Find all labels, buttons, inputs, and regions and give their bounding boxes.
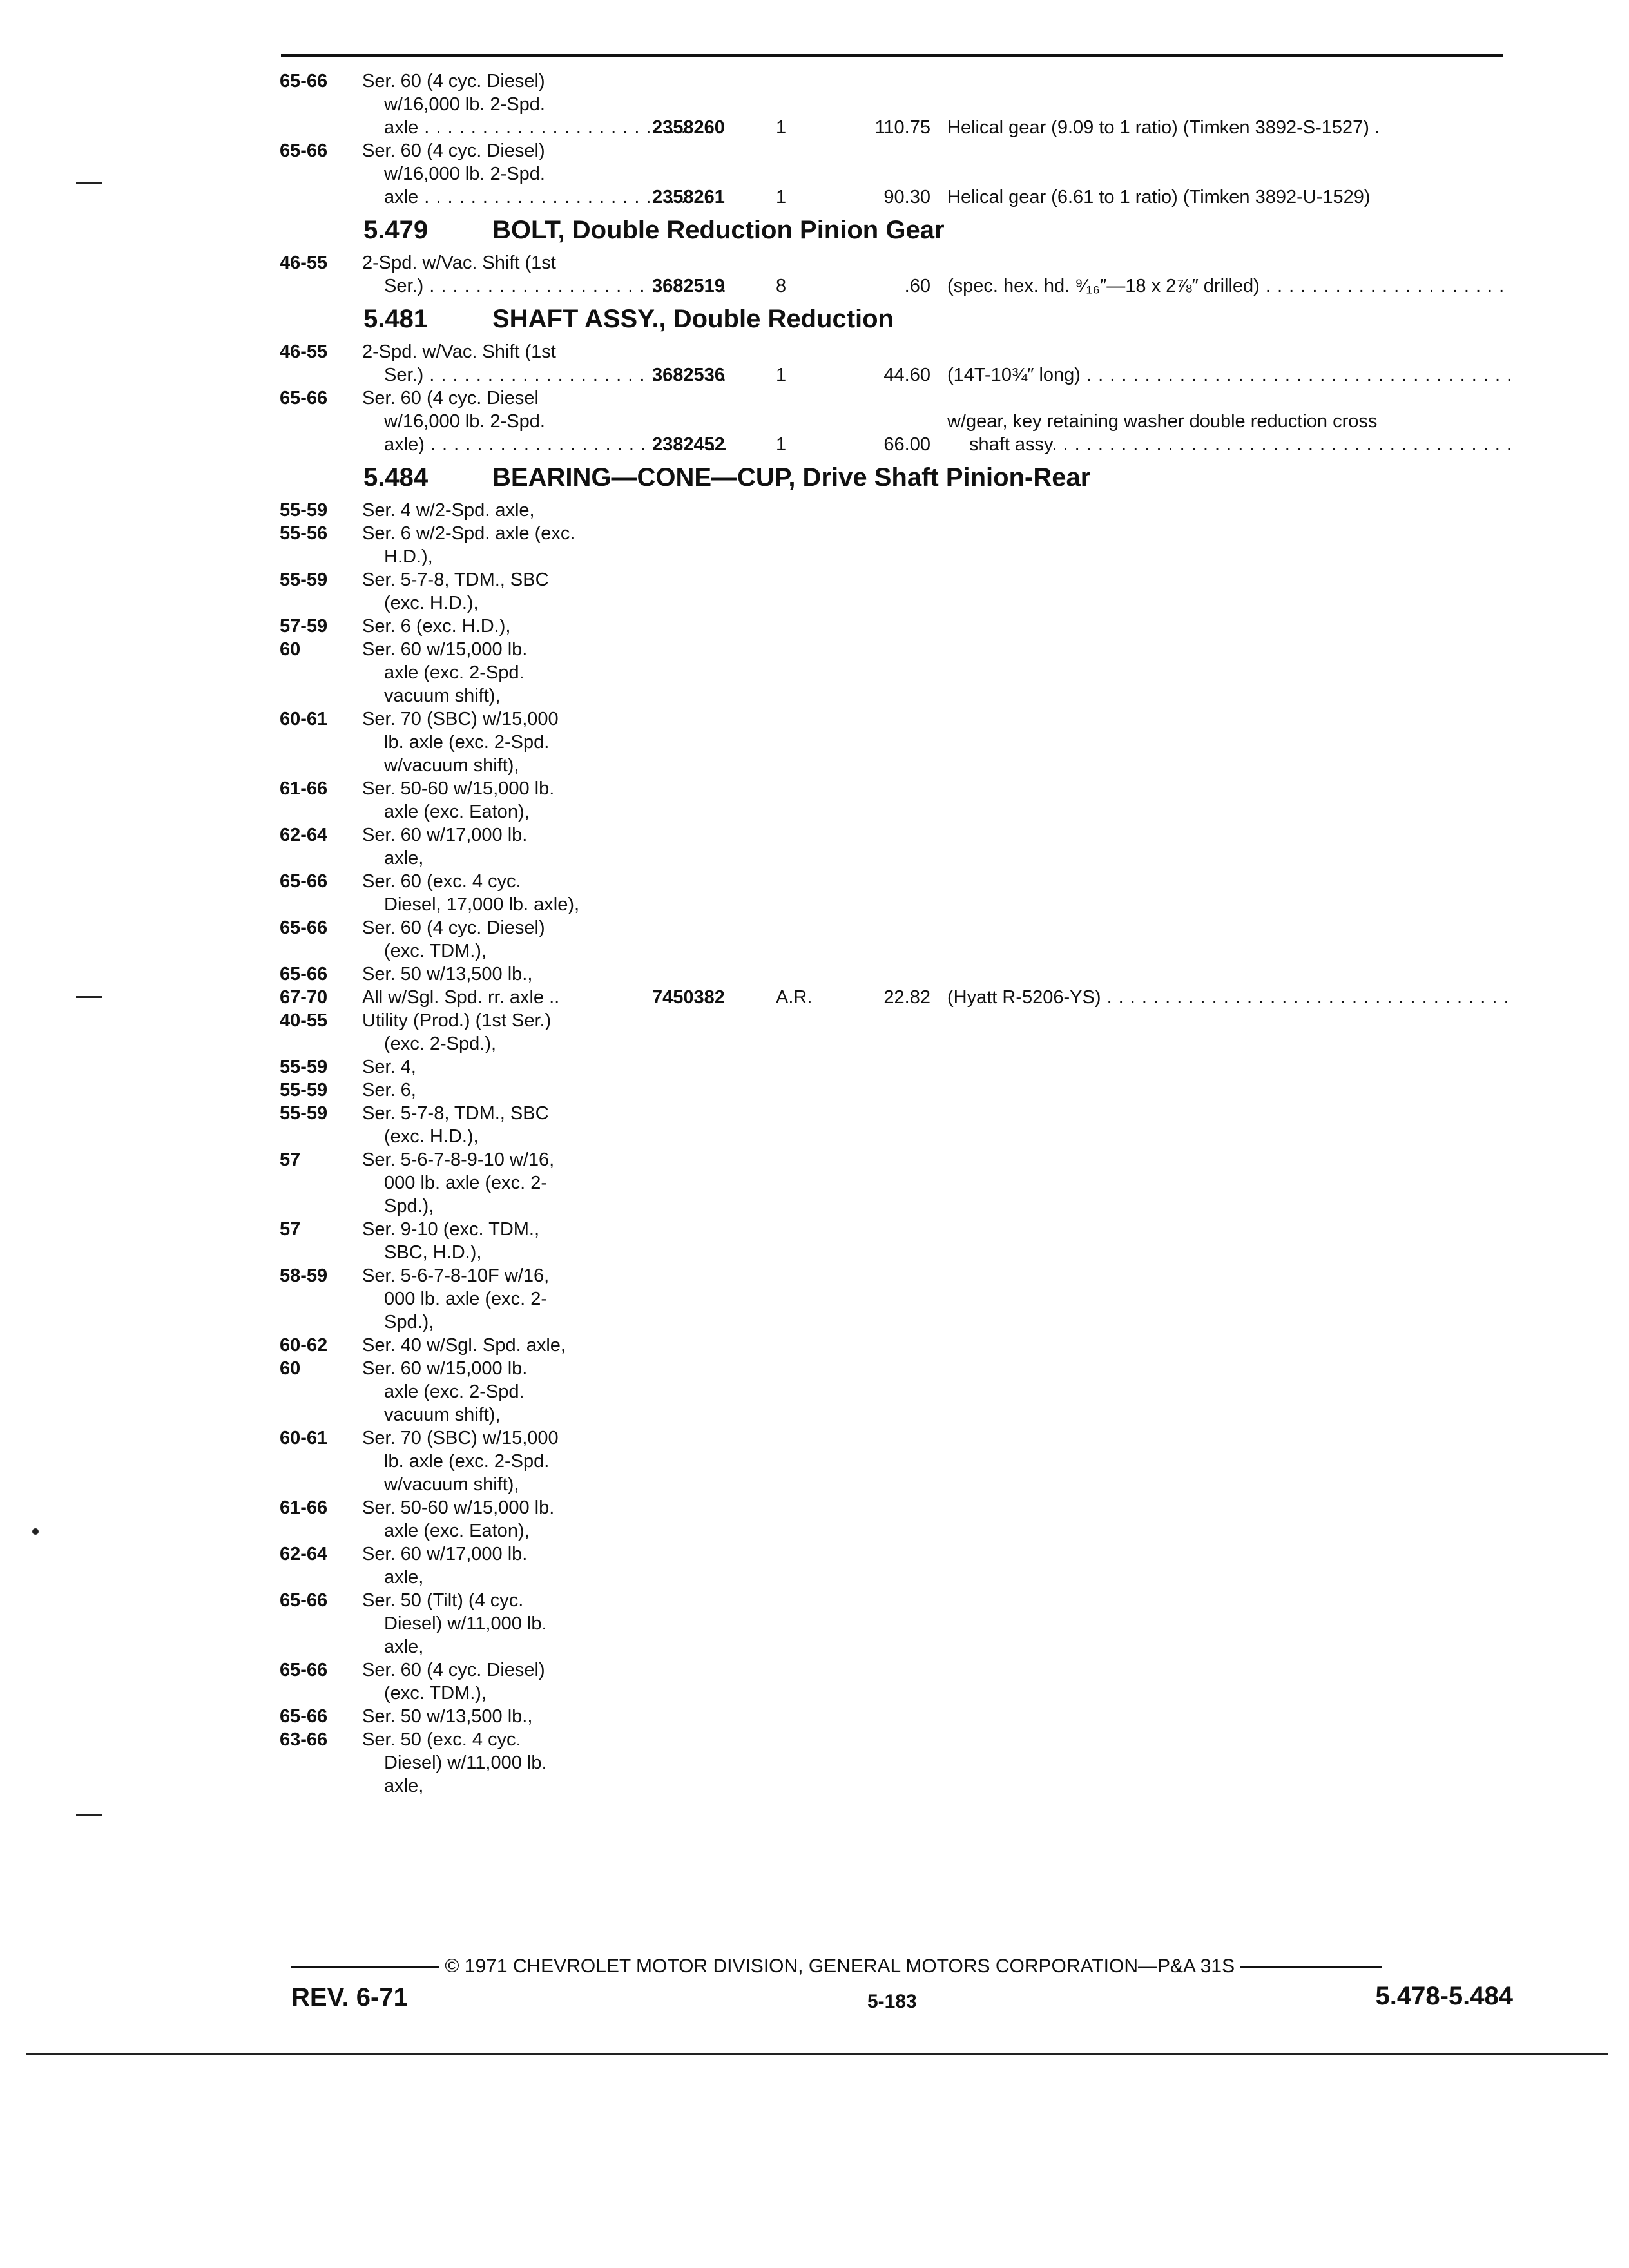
description-line: (exc. TDM.), xyxy=(384,941,487,961)
part-number: 7450382 xyxy=(652,987,725,1008)
description-line: (exc. 2-Spd.), xyxy=(384,1033,497,1054)
parts-entry xyxy=(280,986,1510,1009)
quantity: 1 xyxy=(776,117,787,138)
application-description xyxy=(362,823,729,870)
part-remarks xyxy=(947,274,1510,298)
application-description xyxy=(362,963,729,986)
description-line: 000 lb. axle (exc. 2- xyxy=(384,1289,548,1309)
model-years: 55-59 xyxy=(280,570,328,590)
description-line: Ser. 60 (4 cyc. Diesel) xyxy=(362,140,545,161)
model-years: 65-66 xyxy=(280,1590,328,1611)
description-line: Ser. 5-6-7-8-9-10 w/16, xyxy=(362,1149,555,1170)
description-line: vacuum shift), xyxy=(384,686,501,706)
model-years: 40-55 xyxy=(280,1010,328,1031)
parts-entry xyxy=(280,1102,1510,1148)
footer-copyright: © 1971 CHEVROLET MOTOR DIVISION, GENERAL MOTORS CORPORATION—P&A 31S xyxy=(445,1956,1235,1977)
parts-entry xyxy=(280,823,1510,870)
model-years: 62-64 xyxy=(280,825,328,845)
model-years: 46-55 xyxy=(280,341,328,362)
application-description xyxy=(362,638,729,707)
description-line: axle (exc. Eaton), xyxy=(384,1521,530,1541)
bottom-rule xyxy=(26,2053,1608,2055)
description-line: H.D.), xyxy=(384,546,433,567)
parts-entry xyxy=(280,387,1510,456)
description-line: 000 lb. axle (exc. 2- xyxy=(384,1173,548,1193)
application-description xyxy=(362,1102,729,1148)
model-years: 60 xyxy=(280,639,301,660)
remark-line: shaft assy. . . . xyxy=(947,433,1510,456)
parts-entry xyxy=(280,1589,1510,1658)
section-title: BEARING—CONE—CUP, Drive Shaft Pinion-Rear xyxy=(492,463,1091,492)
description-line: axle . . . xyxy=(362,186,729,209)
parts-entry xyxy=(280,916,1510,963)
model-years: 65-66 xyxy=(280,1706,328,1727)
application-description xyxy=(362,1728,729,1798)
application-description xyxy=(362,1496,729,1542)
description-line: axle (exc. 2-Spd. xyxy=(384,1381,525,1402)
parts-entry xyxy=(280,1496,1510,1542)
model-years: 65-66 xyxy=(280,1660,328,1680)
description-line: w/16,000 lb. 2-Spd. xyxy=(384,94,545,115)
description-line: All w/Sgl. Spd. rr. axle .. xyxy=(362,987,560,1008)
model-years: 65-66 xyxy=(280,388,328,408)
model-years: 46-55 xyxy=(280,253,328,273)
description-line: axle, xyxy=(384,1637,424,1657)
price: .60 xyxy=(904,276,930,296)
part-number: 3682536 xyxy=(652,365,725,385)
application-description xyxy=(362,777,729,823)
footer-section-range: 5.478-5.484 xyxy=(1375,1982,1513,2010)
description-line: Ser. 6, xyxy=(362,1080,416,1100)
description-line: w/vacuum shift), xyxy=(384,755,519,776)
part-number: 2358260 xyxy=(652,117,725,138)
parts-entry xyxy=(280,1427,1510,1496)
description-line: Diesel) w/11,000 lb. xyxy=(384,1753,547,1773)
application-description xyxy=(362,615,729,638)
description-line: Ser. 50 w/13,500 lb., xyxy=(362,964,533,985)
model-years: 55-59 xyxy=(280,1103,328,1124)
model-years: 61-66 xyxy=(280,778,328,799)
description-line: Ser. 60 (4 cyc. Diesel xyxy=(362,388,539,408)
description-line: Ser. 60 (4 cyc. Diesel) xyxy=(362,918,545,938)
parts-entry xyxy=(280,522,1510,568)
description-line: Ser. 60 (4 cyc. Diesel) xyxy=(362,1660,545,1680)
model-years: 67-70 xyxy=(280,987,328,1008)
parts-entry xyxy=(280,1334,1510,1357)
description-line: axle (exc. Eaton), xyxy=(384,802,530,822)
parts-entry xyxy=(280,340,1510,387)
application-description xyxy=(362,1658,729,1705)
model-years: 65-66 xyxy=(280,71,328,91)
section-number: 5.481 xyxy=(363,305,429,333)
description-line: w/16,000 lb. 2-Spd. xyxy=(384,411,545,432)
parts-entry xyxy=(280,1705,1510,1728)
footer-page-number: 5-183 xyxy=(867,1991,917,2012)
description-line: Spd.), xyxy=(384,1312,434,1332)
quantity: A.R. xyxy=(776,987,813,1008)
description-line: Ser. 4, xyxy=(362,1057,416,1077)
remark-line: (Hyatt R-5206-YS) . . . xyxy=(947,986,1510,1009)
model-years: 65-66 xyxy=(280,871,328,892)
description-line: (exc. TDM.), xyxy=(384,1683,487,1704)
description-line: Ser. 60 w/17,000 lb. xyxy=(362,1544,528,1564)
model-years: 57 xyxy=(280,1219,301,1240)
section-title: SHAFT ASSY., Double Reduction xyxy=(492,305,894,333)
parts-entry xyxy=(280,139,1510,209)
parts-entry xyxy=(280,1542,1510,1589)
parts-entry xyxy=(280,1009,1510,1055)
application-description xyxy=(362,499,729,522)
application-description xyxy=(362,1148,729,1218)
margin-dot xyxy=(32,1528,39,1535)
description-line: Ser. 6 w/2-Spd. axle (exc. xyxy=(362,523,575,544)
parts-entry xyxy=(280,870,1510,916)
part-number: 3682519 xyxy=(652,276,725,296)
remark-line: w/gear, key retaining washer double reduction cross xyxy=(947,411,1378,432)
description-line: Ser.) . . . xyxy=(362,363,729,387)
model-years: 62-64 xyxy=(280,1544,328,1564)
parts-entry xyxy=(280,1218,1510,1264)
description-line: Ser. 50-60 w/15,000 lb. xyxy=(362,1497,555,1518)
description-line: axle) . . . xyxy=(362,433,729,456)
quantity: 1 xyxy=(776,187,787,207)
part-remarks xyxy=(947,186,1510,209)
description-line: Ser. 70 (SBC) w/15,000 xyxy=(362,1428,559,1448)
parts-entry xyxy=(280,638,1510,707)
description-line: Ser. 50 w/13,500 lb., xyxy=(362,1706,533,1727)
parts-entry xyxy=(280,615,1510,638)
application-description xyxy=(362,1055,729,1079)
remark-line: Helical gear (9.09 to 1 ratio) (Timken 3892-S-1527) . xyxy=(947,117,1380,138)
quantity: 8 xyxy=(776,276,787,296)
model-years: 57-59 xyxy=(280,616,328,637)
part-remarks xyxy=(947,410,1510,456)
parts-entry xyxy=(280,1079,1510,1102)
description-line: Diesel) w/11,000 lb. xyxy=(384,1613,547,1634)
quantity: 1 xyxy=(776,365,787,385)
description-line: Ser. 5-7-8, TDM., SBC xyxy=(362,570,549,590)
part-remarks xyxy=(947,116,1510,139)
description-line: axle, xyxy=(384,1567,424,1588)
description-line: Ser. 5-7-8, TDM., SBC xyxy=(362,1103,549,1124)
section-heading xyxy=(280,209,1510,251)
description-line: Ser. 9-10 (exc. TDM., xyxy=(362,1219,540,1240)
parts-list xyxy=(280,70,1510,1798)
margin-mark xyxy=(76,1814,102,1816)
parts-entry xyxy=(280,707,1510,777)
description-line: lb. axle (exc. 2-Spd. xyxy=(384,732,550,753)
description-line: axle (exc. 2-Spd. xyxy=(384,662,525,683)
part-number: 2358261 xyxy=(652,187,725,207)
model-years: 60 xyxy=(280,1358,301,1379)
model-years: 55-59 xyxy=(280,1057,328,1077)
description-line: Diesel, 17,000 lb. axle), xyxy=(384,894,580,915)
model-years: 58-59 xyxy=(280,1265,328,1286)
model-years: 60-61 xyxy=(280,1428,328,1448)
description-line: w/16,000 lb. 2-Spd. xyxy=(384,164,545,184)
price: 90.30 xyxy=(883,187,930,207)
remark-line: (spec. hex. hd. ⁹⁄₁₆″—18 x 2⅞″ drilled) . . . xyxy=(947,274,1510,298)
model-years: 60-61 xyxy=(280,709,328,729)
parts-entry xyxy=(280,1357,1510,1427)
model-years: 61-66 xyxy=(280,1497,328,1518)
description-line: axle, xyxy=(384,1776,424,1796)
model-years: 55-59 xyxy=(280,500,328,521)
description-line: axle, xyxy=(384,848,424,869)
description-line: axle . . . xyxy=(362,116,729,139)
description-line: vacuum shift), xyxy=(384,1405,501,1425)
price: 110.75 xyxy=(874,117,930,138)
description-line: 2-Spd. w/Vac. Shift (1st xyxy=(362,341,556,362)
footer-copyright-line xyxy=(291,1955,1513,1978)
margin-mark xyxy=(76,182,102,184)
description-line: Ser. 4 w/2-Spd. axle, xyxy=(362,500,535,521)
description-line: 2-Spd. w/Vac. Shift (1st xyxy=(362,253,556,273)
model-years: 55-59 xyxy=(280,1080,328,1100)
footer-revision: REV. 6-71 xyxy=(291,1983,408,2012)
parts-entry xyxy=(280,251,1510,298)
description-line: (exc. H.D.), xyxy=(384,1126,479,1147)
application-description xyxy=(362,522,729,568)
parts-entry xyxy=(280,499,1510,522)
section-number: 5.484 xyxy=(363,463,429,492)
top-rule xyxy=(281,54,1503,57)
application-description xyxy=(362,1542,729,1589)
model-years: 60-62 xyxy=(280,1335,328,1356)
remark-line: Helical gear (6.61 to 1 ratio) (Timken 3892-U-1529) xyxy=(947,187,1371,207)
parts-entry xyxy=(280,1658,1510,1705)
parts-entry xyxy=(280,963,1510,986)
description-line: Ser. 60 w/15,000 lb. xyxy=(362,639,528,660)
model-years: 63-66 xyxy=(280,1729,328,1750)
parts-entry xyxy=(280,1055,1510,1079)
description-line: Ser. 50 (Tilt) (4 cyc. xyxy=(362,1590,524,1611)
description-line: Ser. 50-60 w/15,000 lb. xyxy=(362,778,555,799)
parts-entry xyxy=(280,70,1510,139)
description-line: Ser. 60 w/15,000 lb. xyxy=(362,1358,528,1379)
price: 22.82 xyxy=(883,987,930,1008)
model-years: 65-66 xyxy=(280,964,328,985)
model-years: 57 xyxy=(280,1149,301,1170)
description-line: w/vacuum shift), xyxy=(384,1474,519,1495)
part-number: 2382452 xyxy=(652,434,725,455)
margin-mark xyxy=(76,996,102,998)
application-description xyxy=(362,1357,729,1427)
quantity: 1 xyxy=(776,434,787,455)
application-description xyxy=(362,916,729,963)
application-description xyxy=(362,568,729,615)
parts-entry xyxy=(280,568,1510,615)
application-description xyxy=(362,1705,729,1728)
description-line: Spd.), xyxy=(384,1196,434,1216)
remark-line: (14T-10¾″ long) . . . xyxy=(947,363,1510,387)
application-description xyxy=(362,1427,729,1496)
part-remarks xyxy=(947,363,1510,387)
description-line: Ser. 5-6-7-8-10F w/16, xyxy=(362,1265,550,1286)
section-heading xyxy=(280,298,1510,340)
description-line: Ser. 40 w/Sgl. Spd. axle, xyxy=(362,1335,566,1356)
application-description xyxy=(362,1334,729,1357)
section-heading xyxy=(280,456,1510,499)
section-title: BOLT, Double Reduction Pinion Gear xyxy=(492,216,945,244)
description-line: (exc. H.D.), xyxy=(384,593,479,613)
application-description xyxy=(362,1079,729,1102)
price: 44.60 xyxy=(883,365,930,385)
description-line: Ser. 50 (exc. 4 cyc. xyxy=(362,1729,521,1750)
parts-entry xyxy=(280,1148,1510,1218)
description-line: Ser. 60 (exc. 4 cyc. xyxy=(362,871,521,892)
description-line: Ser. 60 w/17,000 lb. xyxy=(362,825,528,845)
model-years: 55-56 xyxy=(280,523,328,544)
application-description xyxy=(362,1218,729,1264)
parts-entry xyxy=(280,777,1510,823)
parts-entry xyxy=(280,1728,1510,1798)
description-line: Ser. 60 (4 cyc. Diesel) xyxy=(362,71,545,91)
application-description xyxy=(362,707,729,777)
parts-entry xyxy=(280,1264,1510,1334)
description-line: Ser.) . . . xyxy=(362,274,729,298)
application-description xyxy=(362,1264,729,1334)
description-line: Utility (Prod.) (1st Ser.) xyxy=(362,1010,552,1031)
application-description xyxy=(362,870,729,916)
description-line: Ser. 70 (SBC) w/15,000 xyxy=(362,709,559,729)
application-description xyxy=(362,1009,729,1055)
model-years: 65-66 xyxy=(280,140,328,161)
description-line: Ser. 6 (exc. H.D.), xyxy=(362,616,511,637)
section-number: 5.479 xyxy=(363,216,429,244)
application-description xyxy=(362,1589,729,1658)
description-line: lb. axle (exc. 2-Spd. xyxy=(384,1451,550,1472)
part-remarks xyxy=(947,986,1510,1009)
description-line: SBC, H.D.), xyxy=(384,1242,482,1263)
model-years: 65-66 xyxy=(280,918,328,938)
price: 66.00 xyxy=(883,434,930,455)
